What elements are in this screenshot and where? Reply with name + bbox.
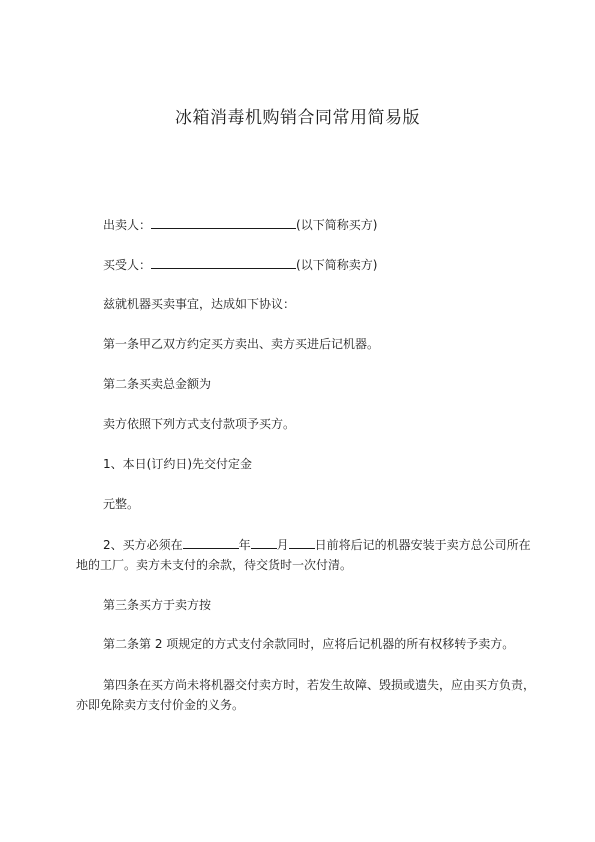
seller-name-blank[interactable] bbox=[151, 216, 296, 229]
month-blank[interactable] bbox=[251, 536, 277, 549]
seller-line bbox=[103, 216, 377, 234]
item-1: 1、本日(订约日)先交付定金 bbox=[103, 457, 252, 471]
buyer-suffix: (以下简称卖方) bbox=[296, 258, 378, 272]
article-1: 第一条甲乙双方约定买方卖出、卖方买进后记机器。 bbox=[103, 337, 380, 351]
seller-suffix: (以下简称买方) bbox=[296, 218, 378, 232]
buyer-label: 买受人： bbox=[103, 258, 152, 272]
seller-label: 出卖人： bbox=[103, 218, 152, 232]
article-3: 第三条买方于卖方按 bbox=[103, 598, 212, 612]
item-2-month: 月 bbox=[276, 538, 289, 552]
intro-paragraph: 兹就机器买卖事宜，达成如下协议： bbox=[103, 297, 296, 311]
buyer-name-blank[interactable] bbox=[151, 256, 296, 269]
buyer-line bbox=[103, 256, 377, 274]
item-2-paragraph bbox=[76, 535, 536, 575]
year-blank[interactable] bbox=[183, 536, 239, 549]
document-title: 冰箱消毒机购销合同常用简易版 bbox=[175, 108, 420, 128]
item-2-prefix: 2、买方必须在 bbox=[103, 538, 183, 552]
item-2-year: 年 bbox=[238, 538, 251, 552]
item-1-amount: 元整。 bbox=[103, 497, 140, 511]
article-3-continued: 第二条第 2 项规定的方式支付余款同时，应将后记机器的所有权移转予卖方。 bbox=[103, 637, 515, 651]
day-blank[interactable] bbox=[289, 536, 315, 549]
article-4: 第四条在买方尚未将机器交付卖方时，若发生故障、毁损或遗失，应由买方负责，亦即免除卖方支付价金的义务。 bbox=[76, 678, 536, 712]
article-2-payment: 卖方依照下列方式支付款项予买方。 bbox=[103, 417, 296, 431]
item-2-rest: 日前将后记的机器安装于卖方总公司所在地的工厂。卖方未支付的余款，待交货时一次付清。 bbox=[76, 538, 531, 572]
article-2-title: 第二条买卖总金额为 bbox=[103, 377, 212, 391]
